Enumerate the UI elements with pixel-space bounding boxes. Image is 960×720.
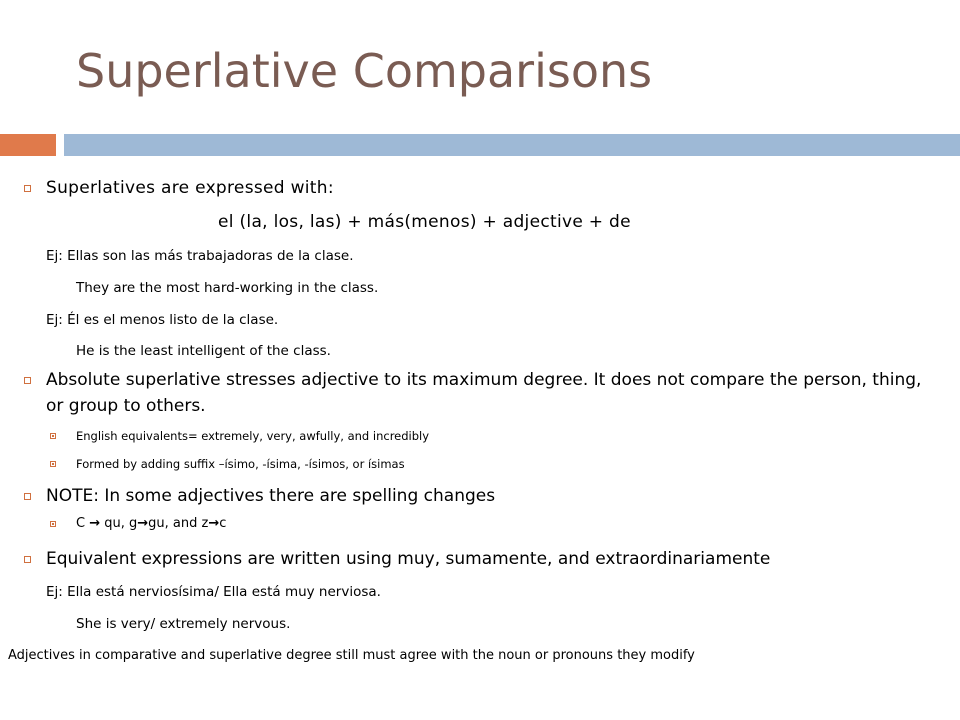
sub-bullet-english-equivalents: English equivalents= extremely, very, awfully, and incredibly: [76, 429, 430, 443]
square-sub-bullet-icon: [50, 433, 56, 439]
formula-text: el (la, los, las) + más(menos) + adjective + de: [218, 212, 631, 232]
example-1-translation: They are the most hard-working in the class.: [76, 280, 379, 296]
bullet-equivalent-expressions: Equivalent expressions are written using muy, sumamente, and extraordinariamente: [46, 549, 771, 569]
sub-bullet-spelling-changes: [76, 516, 226, 531]
square-bullet-icon: [24, 185, 31, 192]
bullet-absolute-superlative-line2: or group to others.: [46, 396, 206, 416]
spelling-c-text: C: [76, 516, 90, 531]
arrow-icon: →: [89, 516, 101, 531]
bullet-note: NOTE: In some adjectives there are spelling changes: [46, 486, 496, 506]
arrow-icon: →: [208, 516, 220, 531]
spelling-z-text: gu, and z: [148, 516, 209, 531]
slide-title: Superlative Comparisons: [76, 44, 653, 98]
square-bullet-icon: [24, 377, 31, 384]
header-band: [64, 134, 960, 156]
example-2-translation: He is the least intelligent of the class.: [76, 343, 331, 359]
example-3: Ej: Ella está nerviosísima/ Ella está muy nerviosa.: [46, 584, 381, 600]
example-2: Ej: Él es el menos listo de la clase.: [46, 312, 279, 328]
spelling-g-text: qu, g: [100, 516, 138, 531]
arrow-icon: →: [137, 516, 149, 531]
square-sub-bullet-icon: [50, 461, 56, 467]
example-1: Ej: Ellas son las más trabajadoras de la clase.: [46, 248, 354, 264]
sub-bullet-suffix: Formed by adding suffix –ísimo, -ísima, -ísimos, or ísimas: [76, 457, 405, 471]
footer-note: Adjectives in comparative and superlative degree still must agree with the noun or pronouns they modify: [8, 648, 695, 663]
square-bullet-icon: [24, 556, 31, 563]
spelling-c2-text: c: [219, 516, 227, 531]
square-bullet-icon: [24, 493, 31, 500]
example-3-translation: She is very/ extremely nervous.: [76, 616, 291, 632]
accent-bar: [0, 134, 56, 156]
bullet-superlatives: Superlatives are expressed with:: [46, 178, 334, 198]
square-sub-bullet-icon: [50, 521, 56, 527]
bullet-absolute-superlative-line1: Absolute superlative stresses adjective to its maximum degree. It does not compare the person, thing,: [46, 370, 922, 390]
